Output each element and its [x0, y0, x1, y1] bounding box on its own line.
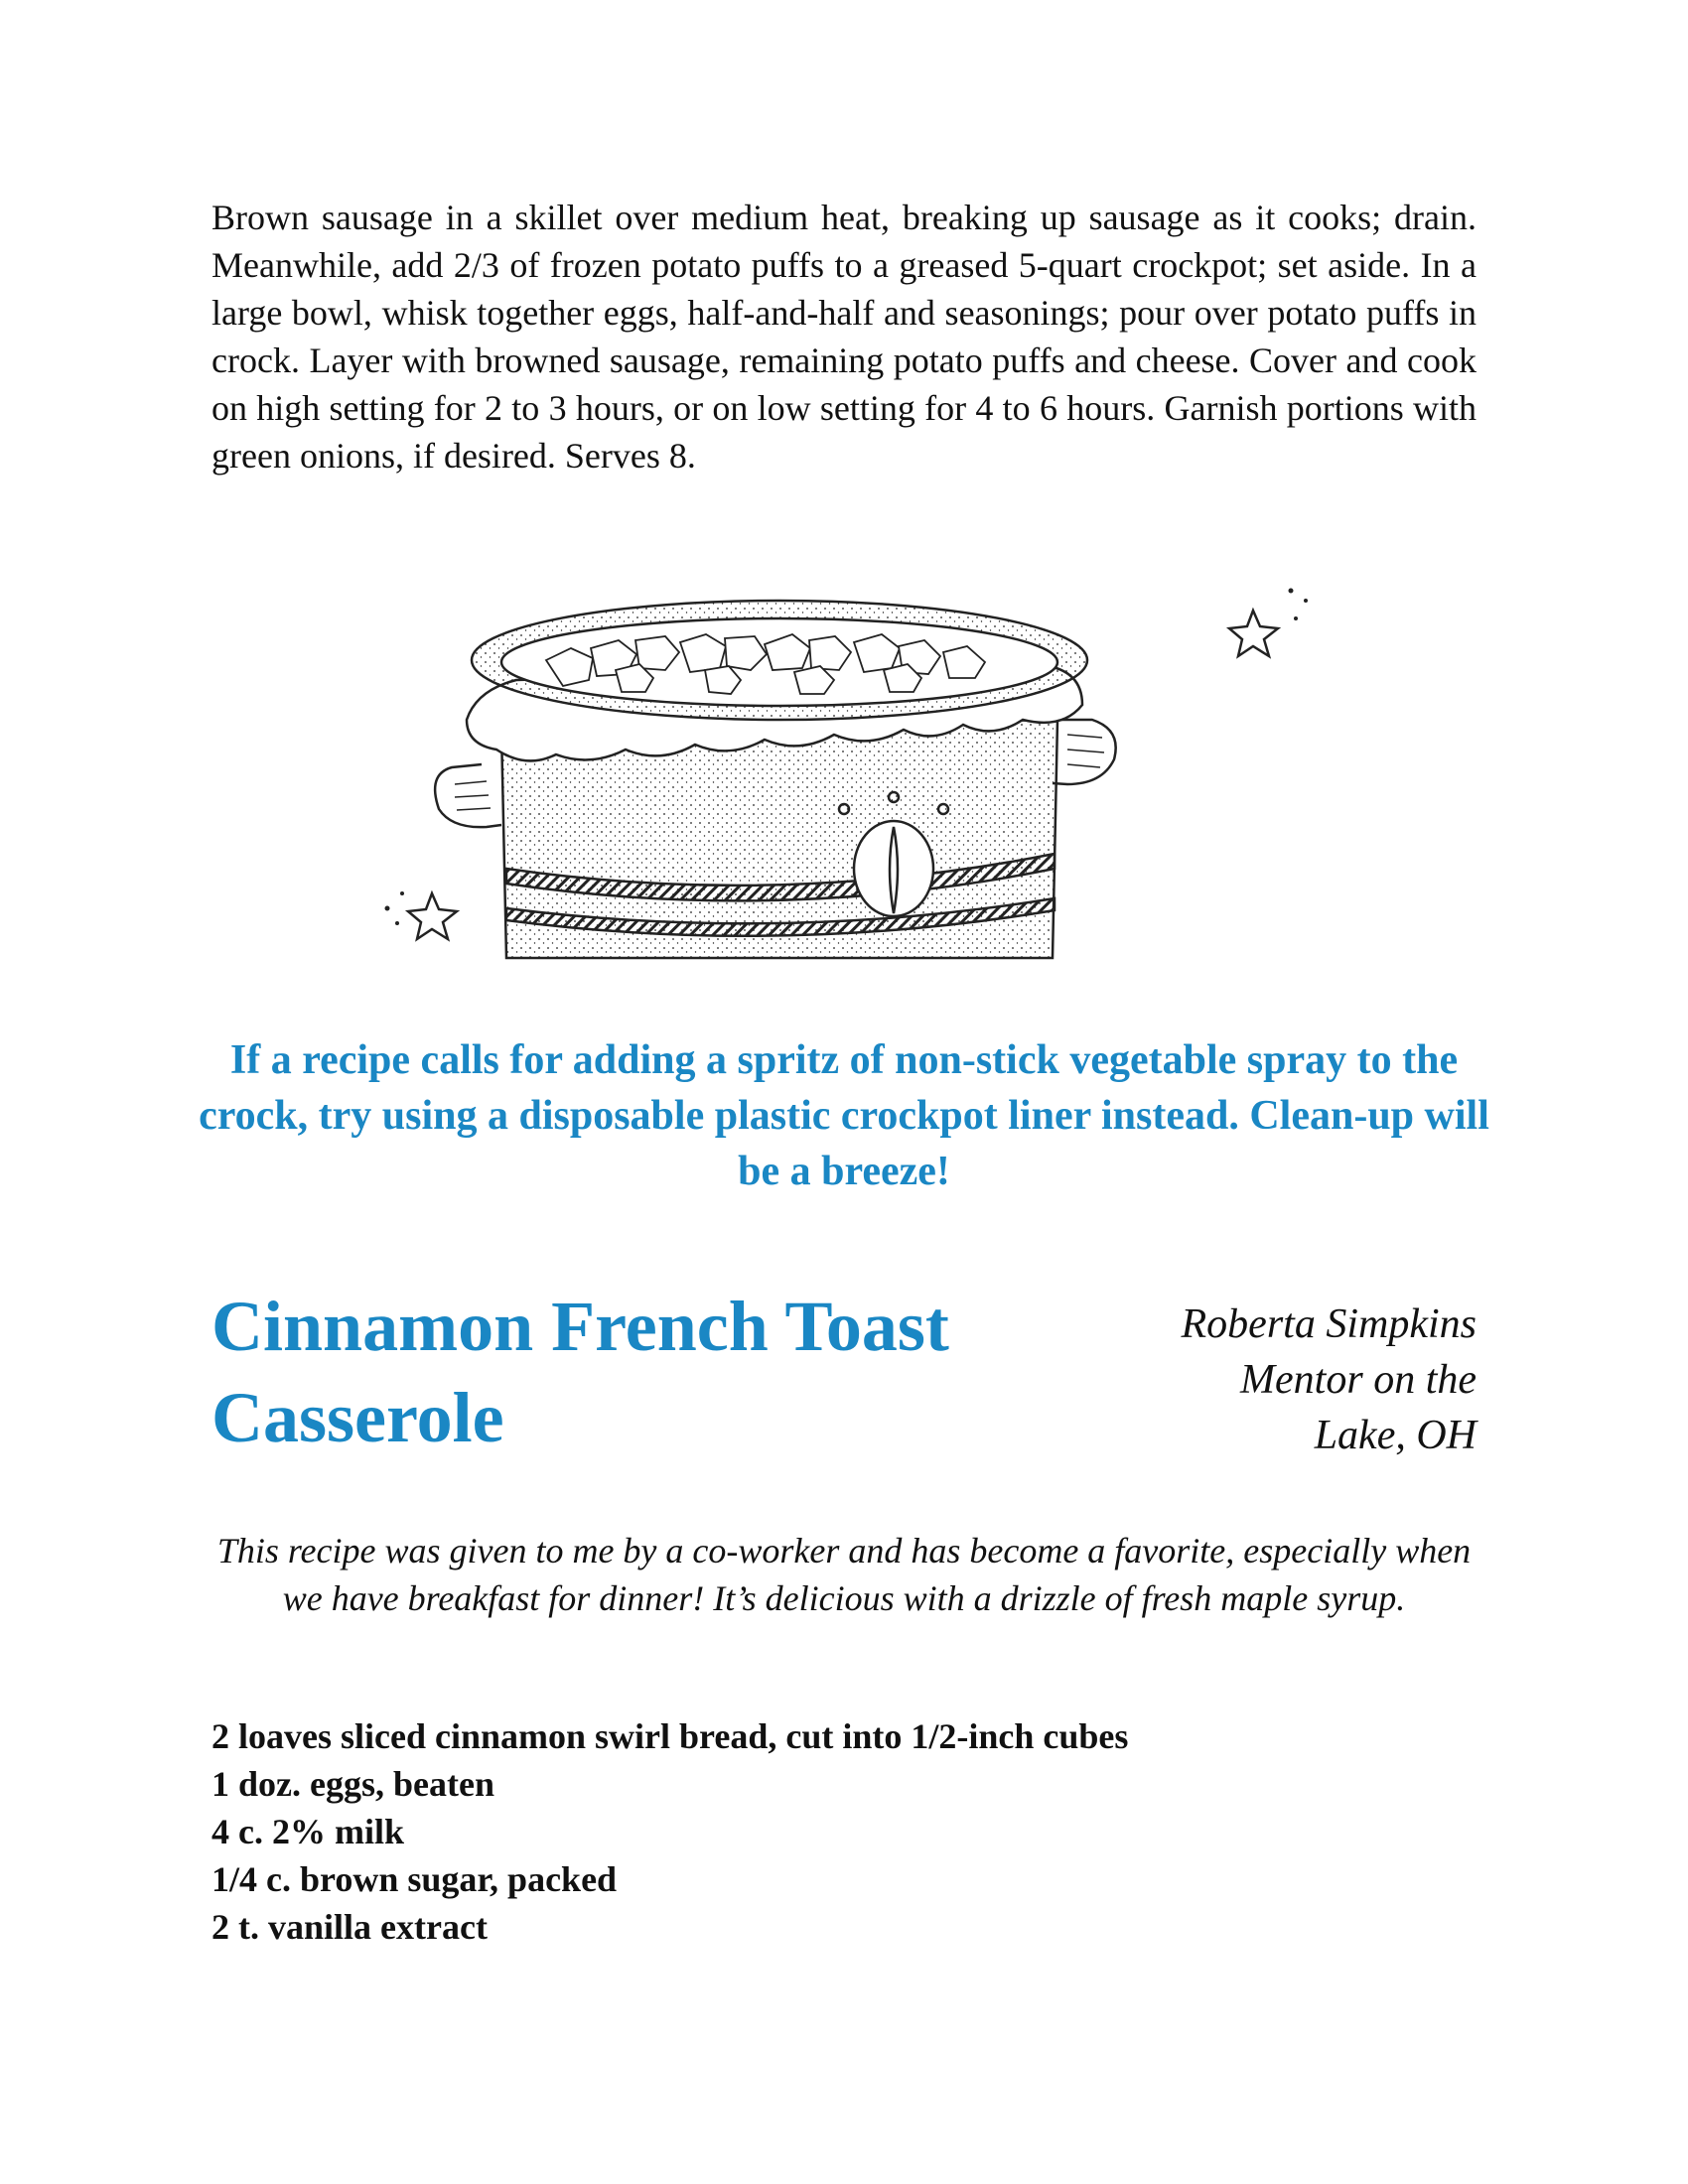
- previous-recipe-directions: Brown sausage in a skillet over medium heat, breaking up sausage as it cooks; drain. Meanwhile, add 2/3 of frozen potato puffs to a greased 5-quart crockpot; set aside. In a large bowl, whisk together eggs, half-and-half and seasonings; pour over potato puffs in crock. Layer with browned sausage, remaining potato puffs and cheese. Cover and cook on high setting for 2 to 3 hours, or on low setting for 4 to 6 hours. Garnish portions with green onions, if desired. Serves 8.: [211, 198, 1477, 476]
- recipe-author: [1079, 1297, 1477, 1463]
- author-city-line1: Mentor on the: [1240, 1357, 1477, 1403]
- ingredient-item: 4 c. 2% milk: [211, 1812, 404, 1851]
- ingredient-item: 2 loaves sliced cinnamon swirl bread, cut into 1/2-inch cubes: [211, 1716, 1129, 1756]
- author-name: Roberta Simpkins: [1181, 1301, 1477, 1347]
- author-city-line2: Lake, OH: [1314, 1413, 1477, 1458]
- ingredient-item: 1/4 c. brown sugar, packed: [211, 1859, 618, 1899]
- recipe-intro: This recipe was given to me by a co-worker and has become a favorite, especially when we have breakfast for dinner! It’s delicious with a drizzle of fresh maple syrup.: [216, 1531, 1472, 1618]
- crockpot-illustration: [367, 571, 1321, 968]
- ingredient-list: [211, 1712, 1477, 1951]
- ingredient-item: 2 t. vanilla extract: [211, 1907, 488, 1947]
- recipe-title: Cinnamon French Toast Casserole: [211, 1287, 949, 1457]
- crockpot-tip: If a recipe calls for adding a spritz of non-stick vegetable spray to the crock, try using a disposable plastic crockpot liner instead. Clean-up will be a breeze!: [199, 1037, 1489, 1194]
- ingredient-item: 1 doz. eggs, beaten: [211, 1764, 494, 1804]
